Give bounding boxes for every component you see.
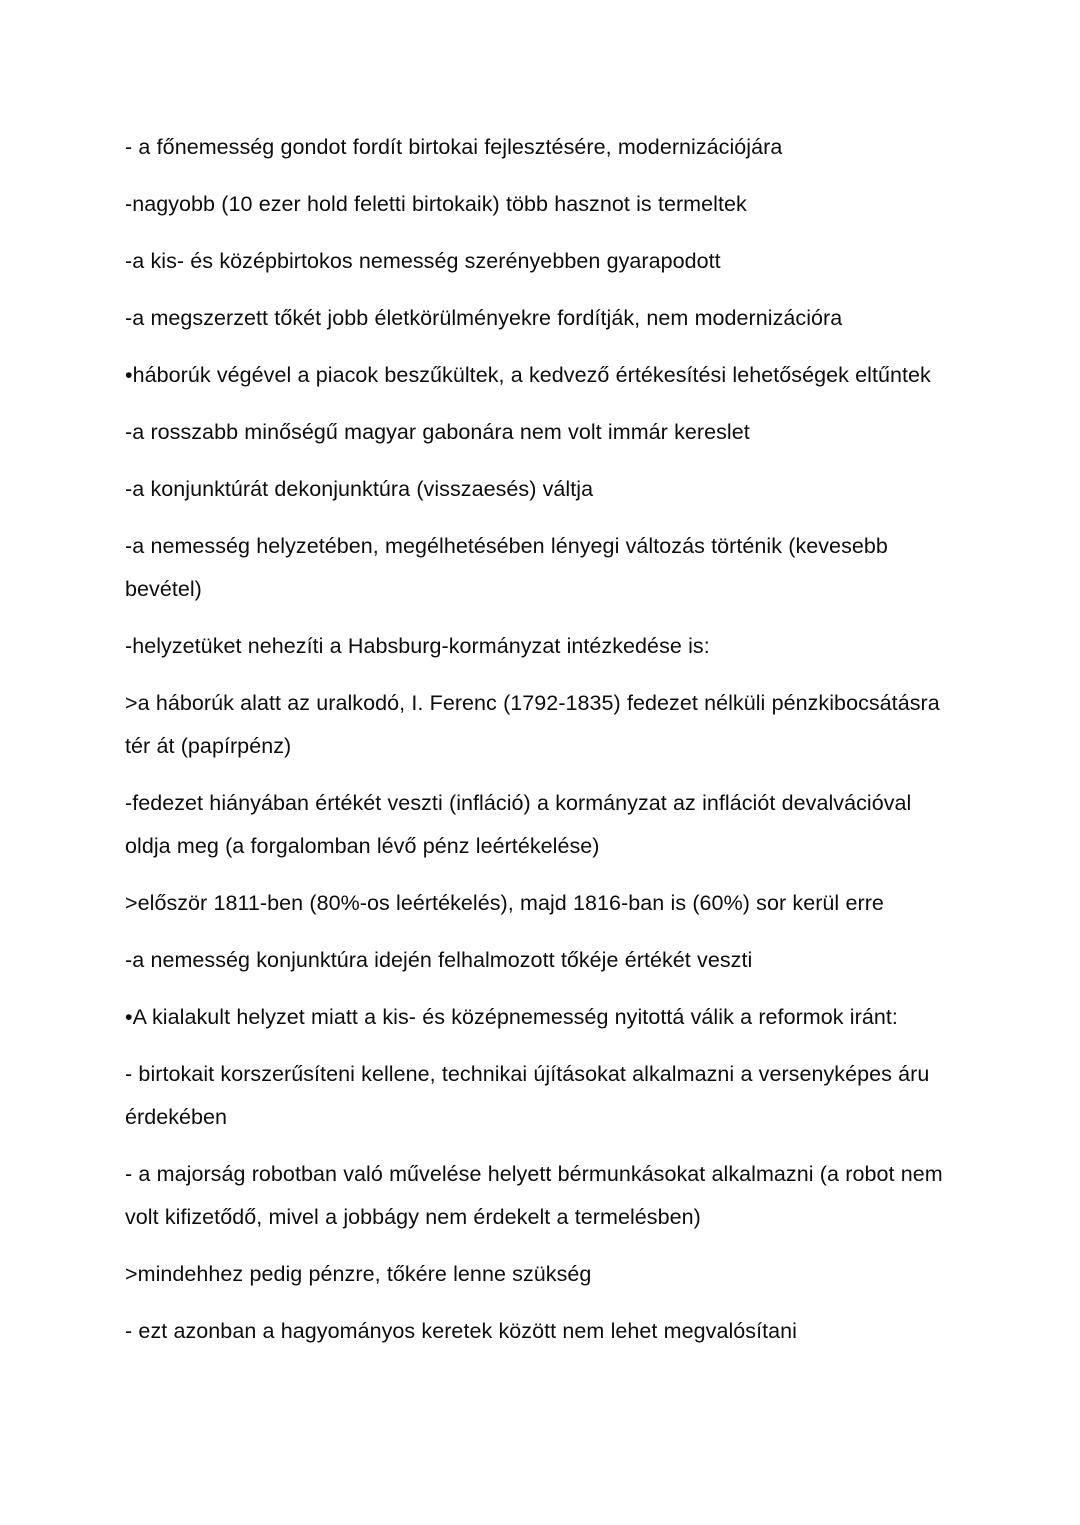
document-paragraph: -helyzetüket nehezíti a Habsburg-kormányzat intézkedése is: xyxy=(125,634,710,658)
document-paragraph: -a nemesség helyzetében, megélhetésében lényegi változás történik (kevesebb bevétel) xyxy=(125,534,888,601)
document-paragraph: - a majorság robotban való művelése helyett bérmunkásokat alkalmazni (a robot nem volt kifizetődő, mivel a jobbágy nem érdekelt a termelésben) xyxy=(125,1162,943,1229)
document-paragraph: >először 1811-ben (80%-os leértékelés), majd 1816-ban is (60%) sor kerül erre xyxy=(125,891,884,915)
document-paragraph: - ezt azonban a hagyományos keretek között nem lehet megvalósítani xyxy=(125,1319,797,1343)
document-paragraph: - a főnemesség gondot fordít birtokai fejlesztésére, modernizációjára xyxy=(125,135,783,159)
document-paragraph: -a kis- és középbirtokos nemesség szerényebben gyarapodott xyxy=(125,249,721,273)
document-paragraph: -fedezet hiányában értékét veszti (infláció) a kormányzat az inflációt devalvációval oldja meg (a forgalomban lévő pénz leértékelése) xyxy=(125,791,912,858)
document-text-body xyxy=(125,126,957,1353)
document-paragraph: -a rosszabb minőségű magyar gabonára nem volt immár kereslet xyxy=(125,420,750,444)
document-paragraph: -a konjunktúrát dekonjunktúra (visszaesés) váltja xyxy=(125,477,594,501)
document-paragraph: -nagyobb (10 ezer hold feletti birtokaik) több hasznot is termeltek xyxy=(125,192,747,216)
document-paragraph: >mindehhez pedig pénzre, tőkére lenne szükség xyxy=(125,1262,592,1286)
document-paragraph: -a megszerzett tőkét jobb életkörülményekre fordítják, nem modernizációra xyxy=(125,306,843,330)
document-paragraph: -a nemesség konjunktúra idején felhalmozott tőkéje értékét veszti xyxy=(125,948,753,972)
document-paragraph: >a háborúk alatt az uralkodó, I. Ferenc (1792-1835) fedezet nélküli pénzkibocsátásra tér át (papírpénz) xyxy=(125,691,940,758)
document-paragraph: - birtokait korszerűsíteni kellene, technikai újításokat alkalmazni a versenyképes áru érdekében xyxy=(125,1062,930,1129)
document-paragraph: •A kialakult helyzet miatt a kis- és középnemesség nyitottá válik a reformok iránt: xyxy=(125,1005,898,1029)
document-paragraph: •háborúk végével a piacok beszűkültek, a kedvező értékesítési lehetőségek eltűntek xyxy=(125,363,931,387)
